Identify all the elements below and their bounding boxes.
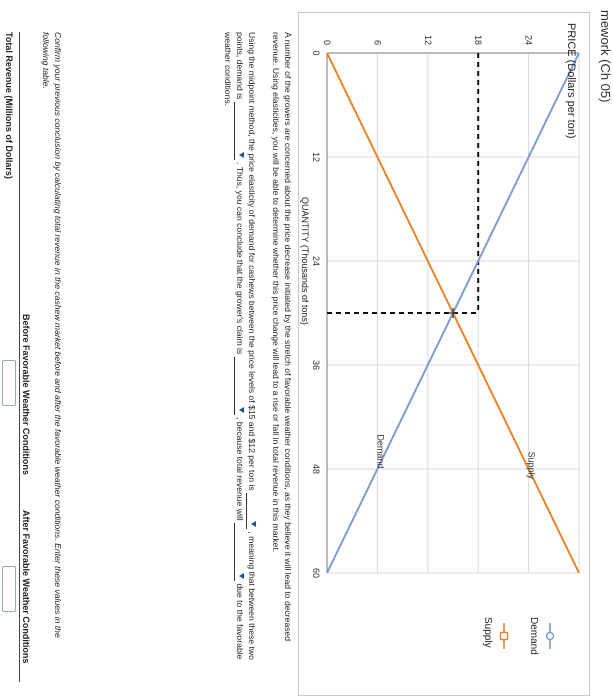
revenue-table — [1, 32, 31, 682]
assignment-title: mework (Ch 05) — [598, 10, 613, 103]
revenue-change-dropdown[interactable] — [234, 523, 245, 581]
supply-legend-icon — [499, 623, 509, 649]
question-text-3: . Thus, you can conclude that the grower's claim is — [235, 162, 245, 355]
intro-paragraph — [270, 32, 294, 672]
y-tick-label: 24 — [523, 34, 534, 45]
confirm-paragraph — [40, 32, 64, 672]
dropdown-arrow-icon — [239, 407, 244, 413]
demand-curve-label: Demand — [375, 434, 386, 469]
graph-panel — [298, 12, 590, 696]
dropdown-arrow-icon — [239, 152, 244, 158]
dropdown-arrow-icon — [239, 573, 244, 579]
question-paragraph — [222, 32, 258, 672]
elasticity-dropdown[interactable] — [246, 493, 257, 529]
confirm-text: Confirm your previous conclusion by calculating total revenue in the cashew market before and after the favorable weather conditions. Enter these values in the following table. — [41, 32, 63, 638]
supply-curve-label: Supply — [526, 451, 537, 480]
claim-dropdown[interactable] — [234, 357, 245, 415]
y-axis-label: PRICE (Dollars per ton) — [565, 23, 577, 139]
x-tick-label: 12 — [311, 151, 321, 163]
before-revenue-input[interactable] — [2, 360, 16, 406]
legend — [467, 603, 559, 683]
question-text-1: Using the midpoint method, the price elasticity of demand for cashews between the price levels of $15 and $12 per ton is — [247, 32, 257, 491]
x-tick-label: 24 — [311, 255, 321, 267]
table-header-rule — [19, 32, 20, 682]
row-total-revenue-label: Total Revenue (Millions of Dollars) — [4, 32, 14, 179]
x-axis-label: QUANTITY (Thousands of tons) — [300, 197, 310, 325]
question-text-2: , meaning that between these two points, demand is — [235, 32, 257, 660]
legend-supply-label: Supply — [482, 617, 493, 648]
dropdown-arrow-icon — [251, 521, 256, 527]
assignment-header — [592, 0, 613, 700]
legend-demand[interactable] — [513, 603, 559, 683]
y-tick-label: 12 — [422, 34, 433, 45]
question-text-5: due to the favorable weather conditions. — [223, 32, 245, 660]
col-before-header: Before Favorable Weather Conditions — [21, 314, 31, 475]
x-tick-label: 60 — [311, 567, 321, 579]
demand-type-dropdown[interactable] — [234, 102, 245, 160]
col-after-header: After Favorable Weather Conditions — [21, 510, 31, 664]
legend-demand-label: Demand — [528, 617, 539, 655]
demand-legend-icon — [545, 623, 555, 649]
y-tick-label: 0 — [322, 39, 332, 45]
legend-supply[interactable] — [467, 603, 513, 683]
y-tick-label: 18 — [473, 34, 484, 45]
intro-text: A number of the growers are concerned about the price decrease initiated by the stretch of favorable weather conditions, as they believe it will lead to decreased revenue. Using elasticities, you will be able to determine whether this price change will lead to a rise or fall in total revenue in this market. — [271, 32, 293, 642]
supply-demand-graph[interactable] — [299, 13, 589, 695]
after-revenue-input[interactable] — [2, 566, 16, 612]
y-tick-label: 6 — [372, 39, 383, 45]
question-text-4: , because total revenue will — [235, 417, 245, 521]
x-tick-label: 48 — [311, 463, 321, 475]
x-tick-label: 0 — [311, 50, 321, 56]
x-tick-label: 36 — [311, 359, 321, 371]
